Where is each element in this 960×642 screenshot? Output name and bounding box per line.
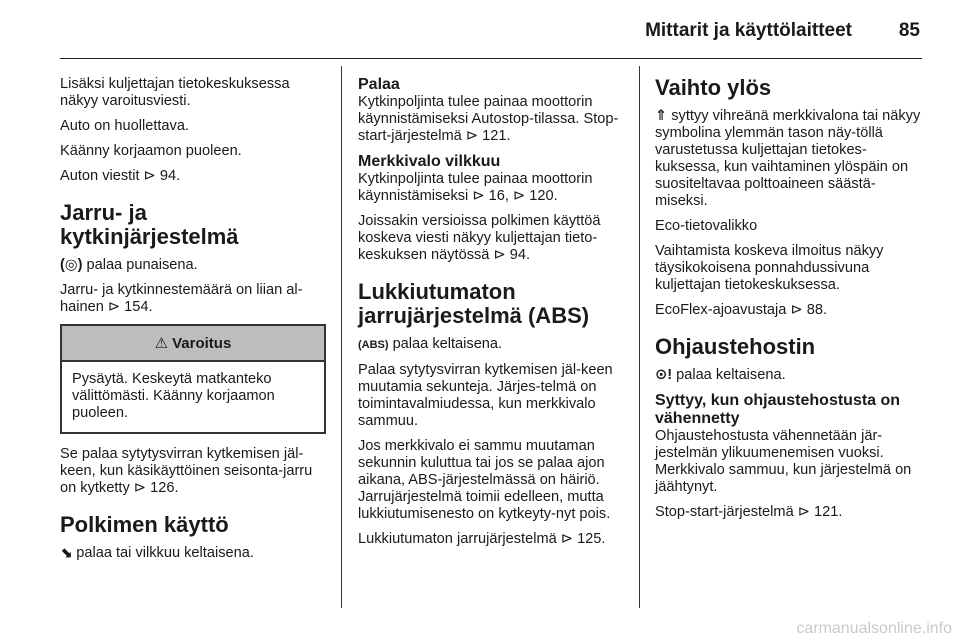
warning-box	[60, 324, 326, 434]
cross-reference: EcoFlex-ajoavustaja ⊳ 88.	[655, 302, 828, 318]
paragraph: Joissakin versioissa polkimen käyttöä koskeva viesti näkyy kuljettajan tieto-keskuksen näytössä ⊳ 94.	[358, 213, 601, 263]
pedal-icon: ⬊	[60, 545, 73, 561]
paragraph: Jos merkkivalo ei sammu muutaman sekunnin kuluttua tai jos se palaa ajon aikana, ABS-järjestelmässä on häiriö. Jarrujärjestelmä toimii edelleen, mutta lukkiutumisenesto on kytkeyty-nyt pois.	[358, 438, 611, 522]
paragraph: Kytkinpoljinta tulee painaa moottorin käynnistämiseksi ⊳ 16, ⊳ 120.	[358, 171, 593, 204]
column-2	[358, 76, 624, 556]
paragraph: Eco-tietovalikko	[655, 218, 758, 234]
section-heading-pedal: Polkimen käyttö	[60, 512, 229, 537]
paragraph: Se palaa sytytysvirran kytkemisen jäl-keen, kun käsikäyttöinen seisonta-jarru on kytketty ⊳ 126.	[60, 446, 313, 496]
subheading-vilkkuu: Merkkivalo vilkkuu	[358, 153, 501, 170]
paragraph	[60, 257, 326, 274]
section-heading-brake: Jarru- ja kytkinjärjestelmä	[60, 200, 239, 249]
warning-text: Pysäytä. Keskeytä matkanteko välittömästi. Käänny korjaamon puoleen.	[72, 371, 275, 421]
paragraph: Käänny korjaamon puoleen.	[60, 143, 242, 159]
warning-triangle-icon: ⚠	[154, 335, 169, 352]
paragraph: Kytkinpoljinta tulee painaa moottorin käynnistämiseksi Autostop-tilassa. Stop-start-järjestelmä ⊳ 121.	[358, 94, 619, 144]
watermark: carmanualsonline.info	[796, 620, 952, 637]
abs-status-text: palaa keltaisena.	[392, 336, 503, 352]
paragraph: Palaa sytytysvirran kytkemisen jäl-keen muutamia sekunteja. Järjes-telmä on toimintavalmiudessa, kun merkkivalo sammuu.	[358, 362, 613, 429]
brake-warning-icon: (◎)	[60, 257, 83, 273]
paragraph	[60, 545, 326, 562]
paragraph: Auto on huollettava.	[60, 118, 190, 134]
steering-status-text: palaa keltaisena.	[676, 367, 786, 383]
section-heading-upshift: Vaihto ylös	[655, 75, 772, 100]
cross-reference: Lukkiutumaton jarrujärjestelmä ⊳ 125.	[358, 531, 606, 547]
page-title: Mittarit ja käyttölaitteet	[645, 20, 852, 41]
paragraph: Vaihtamista koskeva ilmoitus näkyy täysikokoisena ponnahdussivuna kuljettajan tietokeskuksessa.	[655, 243, 884, 293]
page-number: 85	[898, 20, 920, 41]
warning-title: Varoitus	[172, 334, 232, 352]
column-3	[655, 76, 921, 529]
cross-reference: Auton viestit ⊳ 94.	[60, 168, 181, 184]
paragraph: Ohjaustehostusta vähennetään jär-jestelmän ylikuumenemisen vuoksi. Merkkivalo sammuu, kun järjestelmä on jäähtynyt.	[655, 428, 912, 495]
steering-warning-icon: ⊙!	[655, 367, 673, 383]
cross-reference: Stop-start-järjestelmä ⊳ 121.	[655, 504, 843, 520]
column-divider	[639, 66, 640, 608]
warning-header	[62, 326, 324, 362]
paragraph	[655, 367, 921, 384]
pedal-status-text: palaa tai vilkkuu keltaisena.	[76, 545, 254, 561]
paragraph: Jarru- ja kytkinnestemäärä on liian al-hainen ⊳ 154.	[60, 282, 303, 315]
column-1	[60, 76, 326, 570]
upshift-text: syttyy vihreänä merkkivalona tai näkyy symbolina ylemmän tason näy-töllä varustetussa kuljettajan tietokes-kuksessa, kun vaihtaminen ylöspäin on suositeltavaa polttoaineen säästä-miseksi.	[655, 108, 921, 209]
subheading-steering: Syttyy, kun ohjaustehostusta on vähennetty	[655, 392, 901, 427]
section-heading-steering: Ohjaustehostin	[655, 334, 816, 359]
column-divider	[341, 66, 342, 608]
paragraph: Lisäksi kuljettajan tietokeskuksessa näkyy varoitusviesti.	[60, 76, 290, 109]
abs-icon: (ABS)	[358, 339, 389, 351]
brake-status-text: palaa punaisena.	[86, 257, 198, 273]
page-header	[60, 0, 922, 59]
section-heading-abs: Lukkiutumaton jarrujärjestelmä (ABS)	[358, 279, 590, 328]
upshift-arrow-icon: ⇑	[655, 108, 668, 124]
paragraph	[358, 336, 624, 354]
subheading-palaa: Palaa	[358, 76, 400, 93]
paragraph	[655, 108, 921, 210]
